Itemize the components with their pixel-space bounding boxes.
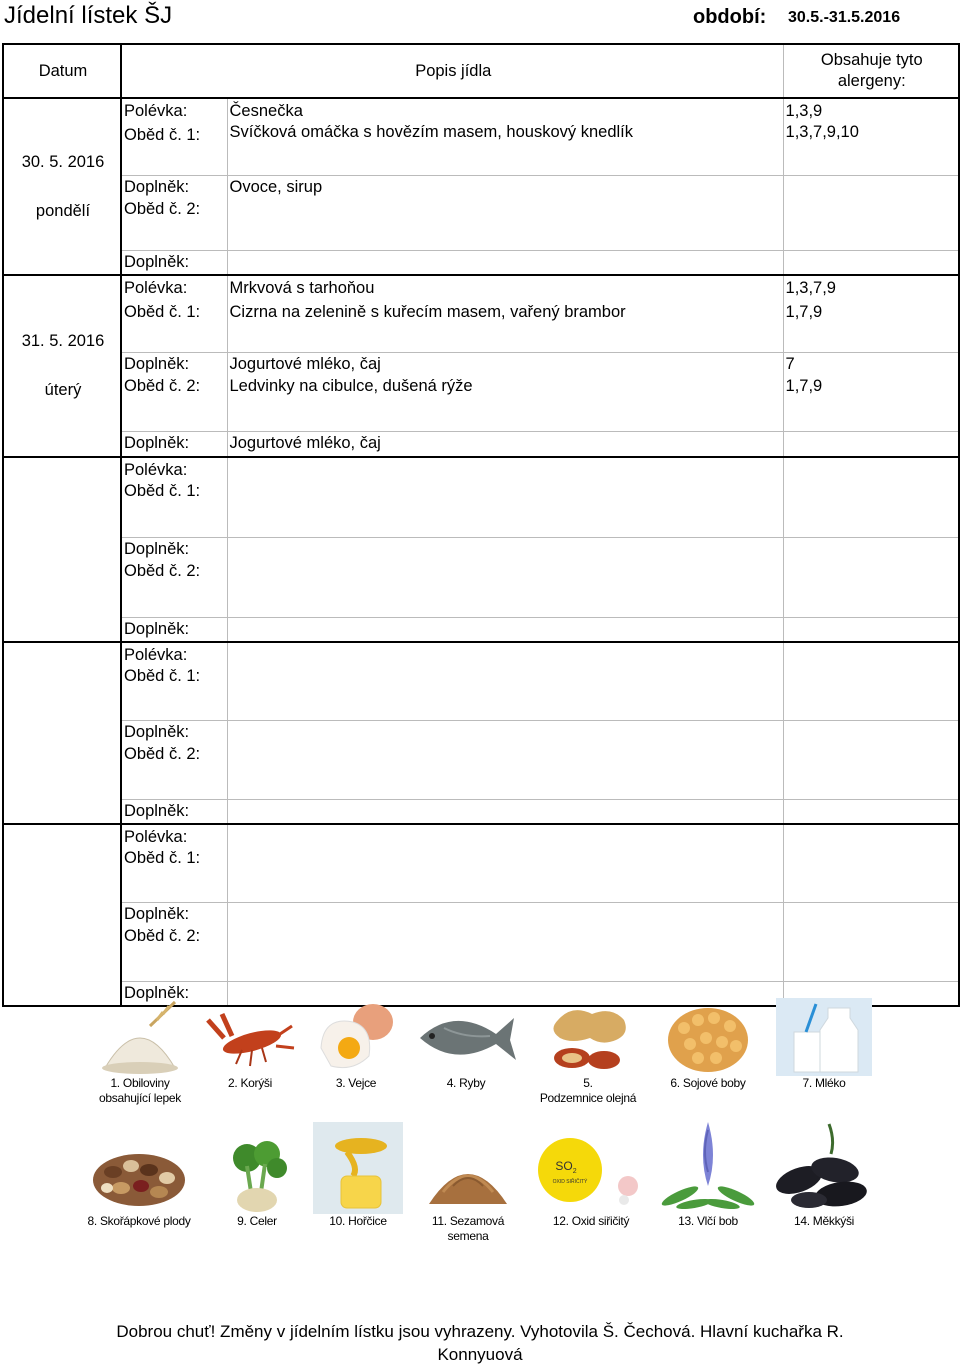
allergen-num: 5. bbox=[583, 1076, 593, 1090]
table-row bbox=[3, 849, 959, 902]
allergen-caption bbox=[654, 1214, 762, 1229]
label-main1: Oběd č. 1: bbox=[124, 849, 201, 867]
allergen-caption bbox=[84, 1214, 194, 1229]
allergen-num: 2. bbox=[227, 1076, 238, 1090]
sulphite-formula: $SO_2$ bbox=[555, 1159, 577, 1175]
label-main2: Oběd č. 2: bbox=[124, 745, 201, 763]
label-soup: Polévka: bbox=[124, 278, 188, 297]
allergen-num: 3. bbox=[335, 1076, 346, 1090]
table-row bbox=[3, 250, 959, 275]
allergen-name: Sojové boby bbox=[682, 1076, 746, 1090]
label-side1: Doplněk: bbox=[121, 352, 227, 377]
allergen-num: 14. bbox=[793, 1214, 810, 1228]
dish-side1: Jogurtové mléko, čaj bbox=[227, 352, 783, 377]
table-row bbox=[3, 562, 959, 617]
label-soup: Polévka: bbox=[124, 101, 188, 120]
day-cell bbox=[3, 98, 121, 275]
allergen-num: 12. bbox=[552, 1214, 569, 1228]
label-main1: Oběd č. 1: bbox=[124, 667, 201, 685]
allergen-caption bbox=[420, 1214, 516, 1244]
day-cell bbox=[3, 275, 121, 457]
allergens-main1: 1,3,7,9,10 bbox=[783, 123, 959, 148]
label-soup: Polévka: bbox=[124, 827, 188, 846]
allergen-num: 4. bbox=[446, 1076, 457, 1090]
day-cell-empty bbox=[3, 457, 121, 642]
page-title: Jídelní lístek ŠJ bbox=[4, 2, 173, 29]
table-row bbox=[3, 667, 959, 720]
allergens-main1: 1,7,9 bbox=[783, 300, 959, 325]
allergen-legend bbox=[0, 996, 960, 1256]
label-side2: Doplněk: bbox=[121, 431, 227, 457]
label-side2: Doplněk: bbox=[121, 799, 227, 824]
label-soup: Polévka: bbox=[124, 460, 188, 479]
table-row bbox=[3, 617, 959, 642]
table-row bbox=[3, 902, 959, 927]
dish-soup: Česnečka bbox=[227, 98, 783, 123]
dish-soup: Mrkvová s tarhoňou bbox=[227, 275, 783, 300]
allergen-name: Hořčice bbox=[348, 1214, 387, 1228]
dish-main1: Cizrna na zelenině s kuřecím masem, vařený brambor bbox=[227, 300, 783, 325]
dish-main1: Svíčková omáčka s hovězím masem, houskový knedlík bbox=[227, 123, 783, 148]
label-side1: Doplněk: bbox=[121, 720, 227, 745]
allergen-item bbox=[420, 1136, 516, 1244]
fish-icon bbox=[414, 998, 518, 1076]
allergen-caption bbox=[310, 1214, 406, 1229]
table-row bbox=[3, 98, 959, 123]
allergen-item bbox=[536, 998, 640, 1106]
label-side1: Doplněk: bbox=[121, 175, 227, 200]
allergens-soup: 1,3,9 bbox=[783, 98, 959, 123]
allergens-main2 bbox=[783, 200, 959, 250]
dish-side2: Jogurtové mléko, čaj bbox=[227, 431, 783, 457]
allergen-num: 8. bbox=[87, 1214, 97, 1228]
allergen-item bbox=[656, 998, 760, 1091]
dish-side1: Ovoce, sirup bbox=[227, 175, 783, 200]
nuts-icon bbox=[89, 1136, 189, 1214]
table-row bbox=[3, 482, 959, 537]
label-main2: Oběd č. 2: bbox=[124, 200, 201, 218]
allergen-item bbox=[90, 998, 190, 1106]
day-cell-empty bbox=[3, 824, 121, 1006]
allergen-name: Měkkýši bbox=[812, 1214, 855, 1228]
allergen-num: 7. bbox=[802, 1076, 812, 1090]
allergen-item bbox=[306, 998, 406, 1091]
label-main1: Oběd č. 1: bbox=[124, 303, 201, 321]
day-cell-empty bbox=[3, 642, 121, 824]
label-side2: Doplněk: bbox=[121, 617, 227, 642]
day-weekday: pondělí bbox=[35, 201, 91, 220]
allergen-item bbox=[766, 1120, 882, 1229]
allergen-caption bbox=[200, 1076, 300, 1091]
allergen-num: 10. bbox=[329, 1214, 346, 1228]
allergen-caption bbox=[306, 1076, 406, 1091]
label-side2: Doplněk: bbox=[121, 981, 227, 1006]
allergen-item bbox=[212, 1136, 302, 1229]
allergen-name: Vejce bbox=[348, 1076, 377, 1090]
allergen-name: Mléko bbox=[814, 1076, 846, 1090]
allergen-caption bbox=[774, 1076, 874, 1091]
label-soup: Polévka: bbox=[124, 645, 188, 664]
table-row bbox=[3, 537, 959, 562]
allergen-caption bbox=[766, 1214, 882, 1229]
table-row bbox=[3, 745, 959, 799]
day-date: 31. 5. 2016 bbox=[21, 332, 105, 350]
table-row bbox=[3, 720, 959, 745]
header-description: Popis jídla bbox=[121, 44, 783, 98]
label-side1: Doplněk: bbox=[121, 537, 227, 562]
allergen-name: Oxid siřičitý bbox=[571, 1214, 630, 1228]
allergen-name: Ryby bbox=[459, 1076, 486, 1090]
allergen-item bbox=[774, 998, 874, 1091]
menu-table bbox=[2, 43, 960, 1007]
allergen-item bbox=[536, 1136, 646, 1229]
table-row bbox=[3, 642, 959, 667]
footer bbox=[0, 1320, 960, 1366]
table-row bbox=[3, 275, 959, 300]
allergen-item bbox=[200, 998, 300, 1091]
allergens-soup: 1,3,7,9 bbox=[783, 275, 959, 300]
allergen-name: Vlčí bob bbox=[696, 1214, 738, 1228]
table-row bbox=[3, 927, 959, 981]
header-date: Datum bbox=[3, 44, 121, 98]
sulphite-caption: OXID SIŘIČITÝ bbox=[552, 1179, 588, 1185]
allergen-num: 11. bbox=[431, 1214, 447, 1228]
allergen-name: Celer bbox=[249, 1214, 277, 1228]
allergen-caption bbox=[414, 1076, 518, 1091]
table-row bbox=[3, 799, 959, 824]
allergen-name: Korýši bbox=[240, 1076, 272, 1090]
allergen-item bbox=[654, 1116, 762, 1229]
allergens-side1 bbox=[783, 175, 959, 200]
header-allergens: Obsahuje tyto alergeny: bbox=[783, 44, 959, 98]
table-row bbox=[3, 431, 959, 457]
peanut-icon bbox=[542, 998, 634, 1076]
table-row bbox=[3, 824, 959, 849]
lupin-icon bbox=[654, 1116, 762, 1214]
allergen-item bbox=[414, 998, 518, 1091]
label-main1: Oběd č. 1: bbox=[124, 482, 201, 500]
allergen-caption bbox=[536, 1214, 646, 1229]
crayfish-icon bbox=[202, 998, 298, 1076]
egg-icon bbox=[313, 998, 399, 1076]
table-row bbox=[3, 175, 959, 200]
table-row bbox=[3, 123, 959, 148]
label-side1: Doplněk: bbox=[121, 902, 227, 927]
table-row bbox=[3, 325, 959, 352]
allergens-side2 bbox=[783, 431, 959, 457]
sesame-icon bbox=[423, 1136, 513, 1214]
allergen-caption bbox=[656, 1076, 760, 1091]
table-row bbox=[3, 200, 959, 250]
dish-side2 bbox=[227, 250, 783, 275]
allergen-caption bbox=[536, 1076, 640, 1106]
allergen-caption bbox=[90, 1076, 190, 1106]
table-row bbox=[3, 148, 959, 175]
label-side2: Doplněk: bbox=[121, 250, 227, 275]
table-header bbox=[3, 44, 959, 98]
table-row bbox=[3, 377, 959, 431]
table-row bbox=[3, 300, 959, 325]
allergens-main2: 1,7,9 bbox=[783, 377, 959, 431]
table-row bbox=[3, 457, 959, 482]
mustard-icon bbox=[313, 1122, 403, 1214]
dish-main2 bbox=[227, 200, 783, 250]
allergen-item bbox=[84, 1136, 194, 1229]
flour-icon bbox=[95, 998, 185, 1076]
day-weekday: úterý bbox=[44, 381, 82, 399]
allergen-name: Podzemnice olejná bbox=[539, 1091, 637, 1105]
allergen-name: Skořápkové plody bbox=[99, 1214, 191, 1228]
allergen-item bbox=[310, 1122, 406, 1229]
milk-icon bbox=[776, 998, 872, 1076]
allergen-caption bbox=[212, 1214, 302, 1229]
allergen-num: 6. bbox=[670, 1076, 680, 1090]
allergen-name: Obiloviny obsahující lepek bbox=[99, 1076, 181, 1105]
label-main2: Oběd č. 2: bbox=[124, 927, 201, 945]
allergen-name: Sezamová semena bbox=[447, 1214, 505, 1243]
allergens-side2 bbox=[783, 250, 959, 275]
label-main2: Oběd č. 2: bbox=[124, 562, 201, 580]
sulphite-icon bbox=[536, 1136, 646, 1214]
allergen-num: 9. bbox=[237, 1214, 247, 1228]
celery-icon bbox=[217, 1136, 297, 1214]
label-main2: Oběd č. 2: bbox=[124, 377, 201, 395]
footer-line2: Konnyuová bbox=[437, 1345, 523, 1364]
label-main1: Oběd č. 1: bbox=[124, 126, 201, 144]
allergens-side1: 7 bbox=[783, 352, 959, 377]
mussel-icon bbox=[769, 1120, 879, 1214]
dish-main2: Ledvinky na cibulce, dušená rýže bbox=[227, 377, 783, 431]
allergen-num: 1. bbox=[110, 1076, 120, 1090]
allergen-num: 13. bbox=[678, 1214, 694, 1228]
soy-icon bbox=[662, 998, 754, 1076]
footer-line1: Dobrou chuť! Změny v jídelním lístku jsou vyhrazeny. Vyhotovila Š. Čechová. Hlavní kuchařka R. bbox=[116, 1322, 844, 1341]
day-date: 30. 5. 2016 bbox=[21, 152, 105, 171]
period-label: období: bbox=[693, 6, 767, 28]
period-value: 30.5.-31.5.2016 bbox=[788, 9, 901, 26]
table-row bbox=[3, 352, 959, 377]
